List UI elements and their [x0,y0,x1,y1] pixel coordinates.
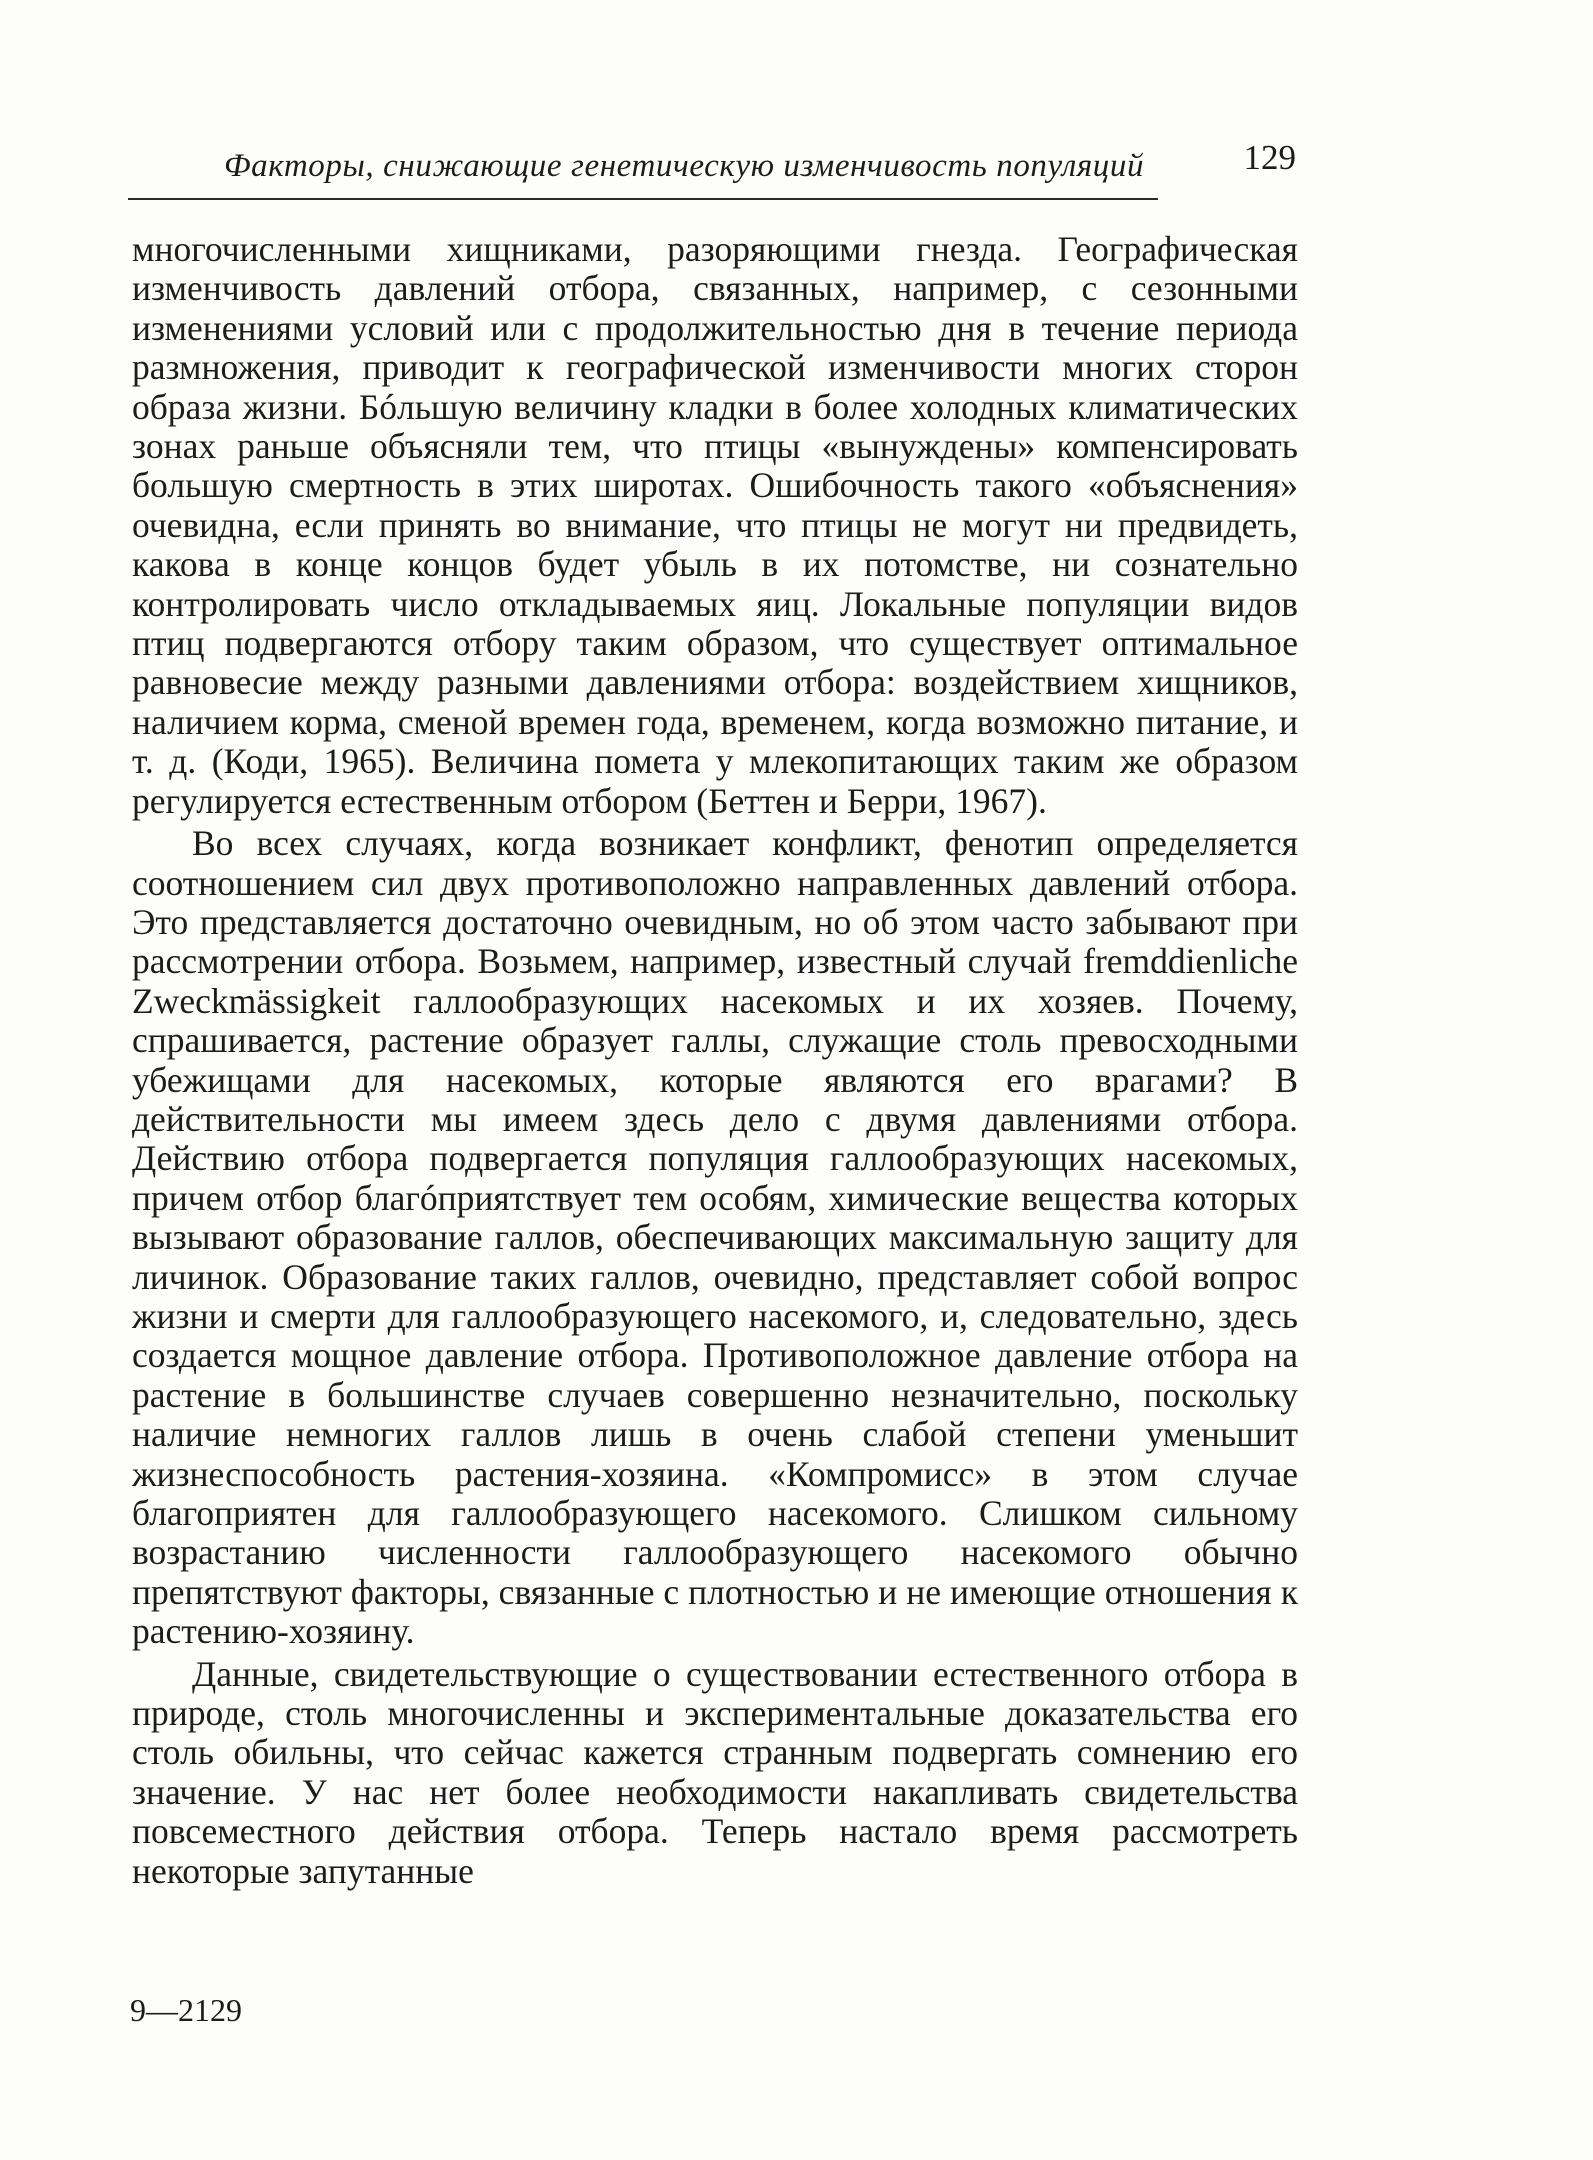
body-text [132,230,1298,1891]
paragraph-2: Во всех случаях, когда возникает конфликт, фенотип определяется соотношением сил двух противоположно направленных давлений отбора. Это представляется достаточно очевидным, но об этом часто забывают при рассмотрении отбора. Возьмем, например, известный случай fremddienliche Zweckmässigkeit галлообразующих насекомых и их хозяев. Почему, спрашивается, растение образует галлы, служащие столь превосходными убежищами для насекомых, которые являются его врагами? В действительности мы имеем здесь дело с двумя давлениями отбора. Действию отбора подвергается популяция галлообразующих насекомых, причем отбор благóприятствует тем особям, химические вещества которых вызывают образование галлов, обеспечивающих максимальную защиту для личинок. Образование таких галлов, очевидно, представляет собой вопрос жизни и смерти для галлообразующего насекомого, и, следовательно, здесь создается мощное давление отбора. Противоположное давление отбора на растение в большинстве случаев совершенно незначительно, поскольку наличие немногих галлов лишь в очень слабой степени уменьшит жизнеспособность растения-хозяина. «Компромисс» в этом случае благоприятен для галлообразующего насекомого. Слишком сильному возрастанию численности галлообразующего насекомого обычно препятствуют факторы, связанные с плотностью и не имеющие отношения к растению-хозяину. [132,823,1298,1652]
page-header [128,138,1296,198]
paragraph-3: Данные, свидетельствующие о существовании естественного отбора в природе, столь многочисленны и экспериментальные доказательства его столь обильны, что сейчас кажется странным подвергать сомнению его значение. У нас нет более необходимости накапливать свидетельства повсеместного действия отбора. Теперь настало время рассмотреть некоторые запутанные [132,1653,1298,1891]
printer-signature: 9—2129 [130,1992,242,2028]
page-number: 129 [1243,138,1296,177]
header-rule [128,198,1158,200]
paragraph-1: многочисленными хищниками, разоряющими гнезда. Географическая изменчивость давлений отбора, связанных, например, с сезонными изменениями условий или с продолжительностью дня в течение периода размножения, приводит к географической изменчивости многих сторон образа жизни. Бóльшую величину кладки в более холодных климатических зонах раньше объясняли тем, что птицы «вынуждены» компенсировать большую смертность в этих широтах. Ошибочность такого «объяснения» очевидна, если принять во внимание, что птицы не могут ни предвидеть, какова в конце концов будет убыль в их потомстве, ни сознательно контролировать число откладываемых яиц. Локальные популяции видов птиц подвергаются отбору таким образом, что существует оптимальное равновесие между разными давлениями отбора: воздействием хищников, наличием корма, сменой времен года, временем, когда возможно питание, и т. д. (Коди, 1965). Величина помета у млекопитающих таким же образом регулируется естественным отбором (Беттен и Берри, 1967). [132,229,1298,821]
running-title: Факторы, снижающие генетическую изменчивость популяций [224,148,1145,184]
